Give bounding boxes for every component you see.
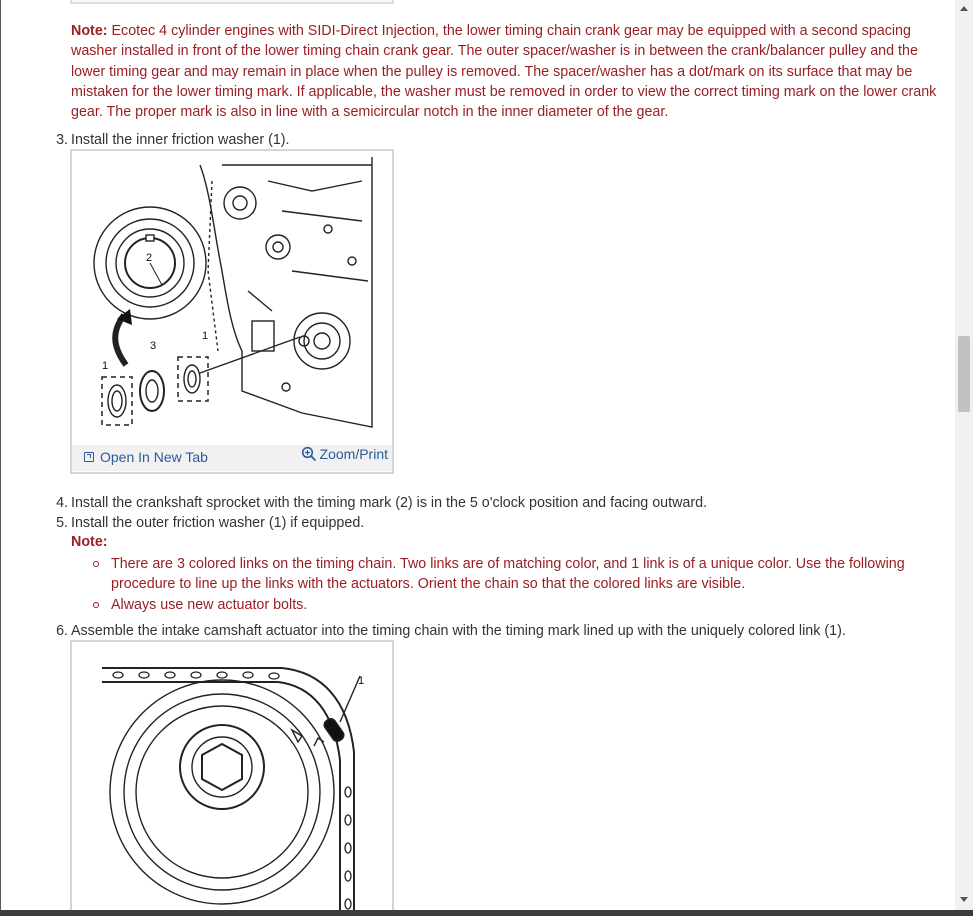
list-item: Always use new actuator bolts. <box>88 595 918 615</box>
bullet-circle-icon <box>93 602 99 608</box>
callout-1: 1 <box>358 675 365 687</box>
step-number: 5. <box>56 515 68 531</box>
zoom-icon <box>301 446 317 462</box>
open-in-new-tab-label: Open In New Tab <box>100 449 208 465</box>
friction-washer-illustration <box>72 151 392 445</box>
callout-1-left: 1 <box>102 360 109 372</box>
vertical-scrollbar[interactable] <box>955 0 973 910</box>
note-label: Note: <box>71 534 108 550</box>
open-new-tab-icon <box>84 452 94 462</box>
note-label: Note: <box>71 23 108 39</box>
crank-gear-note <box>71 21 937 122</box>
step-text: Assemble the intake camshaft actuator into the timing chain with the timing mark lined up with the uniquely colored link (1). <box>71 623 846 639</box>
callout-1-right: 1 <box>202 330 209 342</box>
callout-2: 2 <box>146 252 153 264</box>
figure-friction-washer <box>70 149 394 474</box>
step-number: 4. <box>56 495 68 511</box>
step-text: Install the inner friction washer (1). <box>71 132 290 148</box>
step-number: 6. <box>56 623 68 639</box>
scrollbar-thumb[interactable] <box>958 336 970 412</box>
figure-camshaft-actuator <box>70 640 394 916</box>
zoom-print-label: Zoom/Print <box>319 446 388 462</box>
list-item: There are 3 colored links on the timing chain. Two links are of matching color, and 1 link is of a unique color. Use the following procedure to line up the links with the actuators. Orient the chain so that the colored links are visible. <box>88 554 918 595</box>
bullet-circle-icon <box>93 561 99 567</box>
scroll-down-icon[interactable] <box>960 897 968 902</box>
scroll-up-icon[interactable] <box>960 6 968 11</box>
step-number: 3. <box>56 132 68 148</box>
previous-figure-frame <box>70 0 394 4</box>
open-in-new-tab-link[interactable] <box>84 449 208 465</box>
step-text: Install the outer friction washer (1) if equipped. <box>71 515 365 531</box>
note-text: Ecotec 4 cylinder engines with SIDI-Direct Injection, the lower timing chain crank gear may be equipped with a second spacing washer installed in front of the lower timing chain crank gear. The outer spacer/washer is in between the crank/balancer pulley and the lower timing gear and may remain in place when the pulley is removed. The spacer/washer has a dot/mark on its surface that may be mistaken for the lower timing mark. If applicable, the washer must be removed in order to view the correct timing mark on the lower crank gear. The proper mark is also in line with a semicircular notch in the inner diameter of the gear. <box>71 23 937 121</box>
note-bullet-list <box>88 554 918 615</box>
window-bottom-edge <box>0 910 973 916</box>
camshaft-actuator-illustration <box>72 642 392 916</box>
step-text: Install the crankshaft sprocket with the timing mark (2) is in the 5 o'clock position and facing outward. <box>71 495 708 511</box>
callout-3: 3 <box>150 340 157 352</box>
zoom-print-link[interactable] <box>301 446 388 462</box>
figure-toolbar <box>72 445 392 471</box>
